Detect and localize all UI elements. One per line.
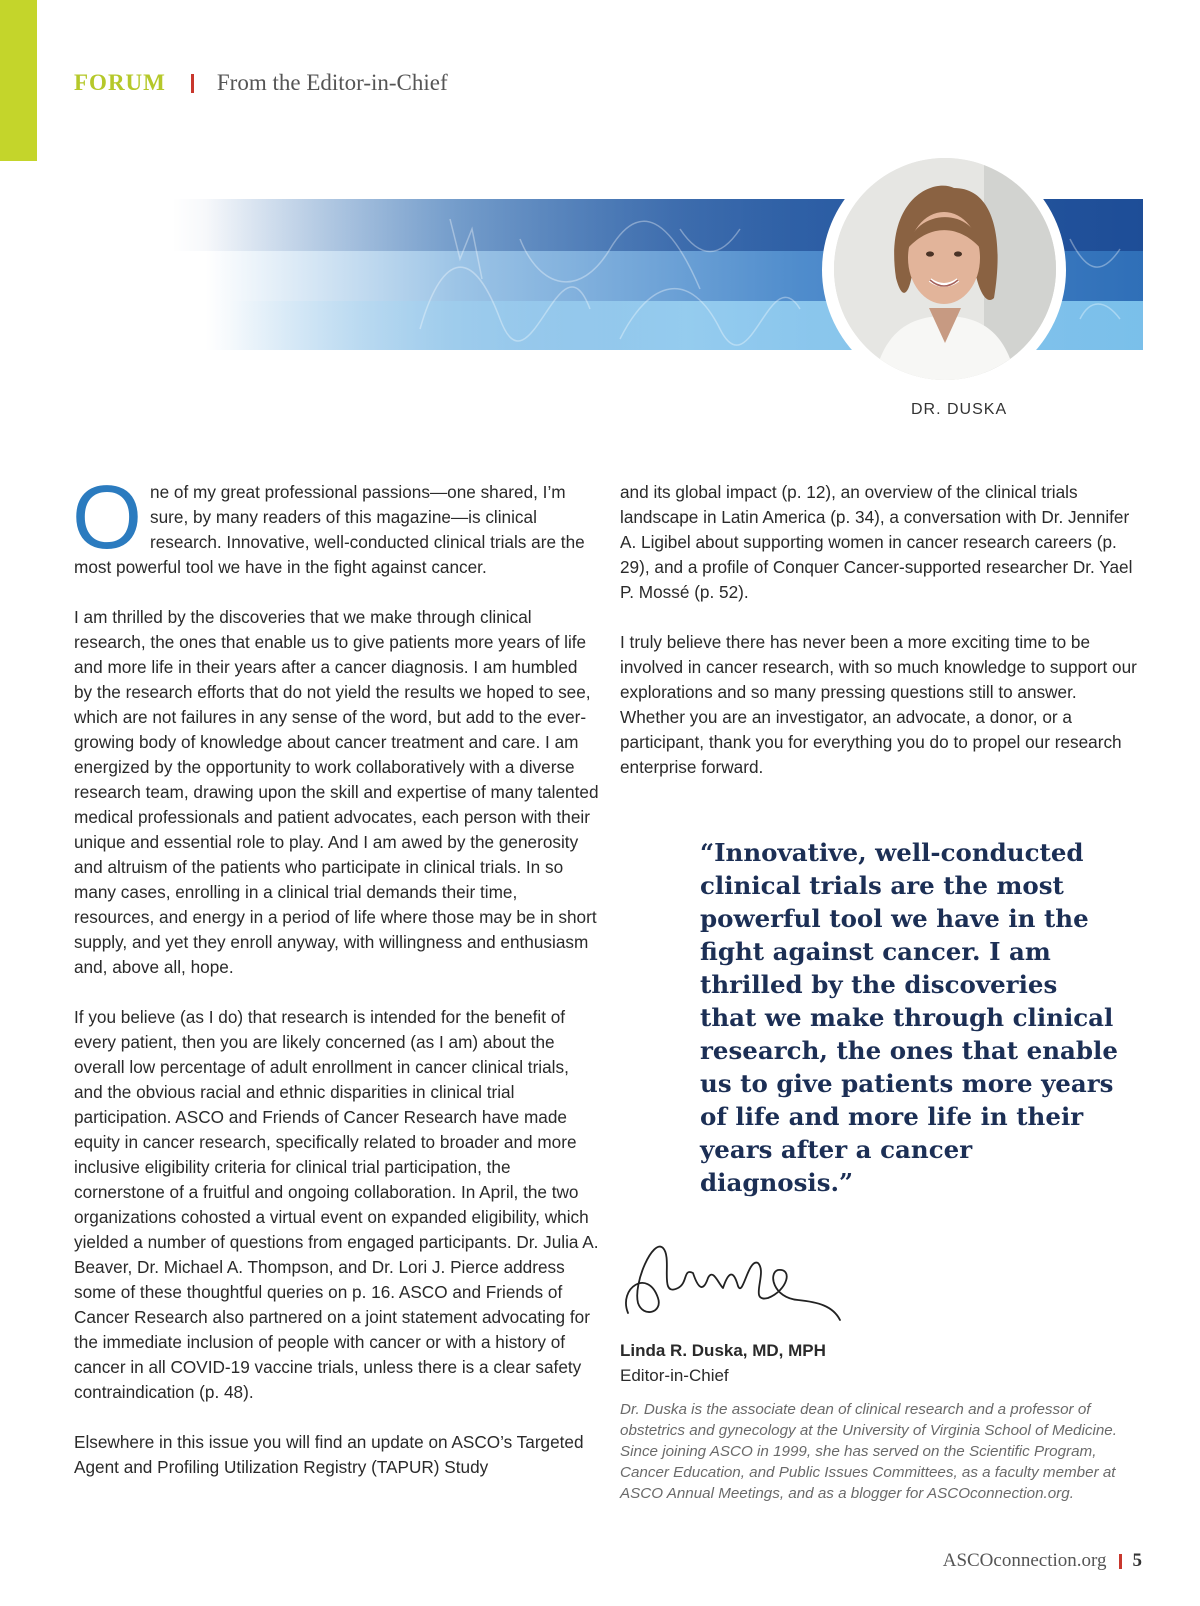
author-portrait	[834, 158, 1056, 380]
page-footer	[943, 1550, 1142, 1572]
accent-bar	[0, 0, 37, 161]
photo-caption: DR. DUSKA	[911, 401, 1008, 418]
header-divider	[191, 74, 194, 93]
article-column-left	[72, 468, 600, 1505]
pull-quote: “Innovative, well-conducted clinical trials are the most powerful tool we have in the fight against cancer. I am thrilled by the discoveries that we make through clinical research, the ones that enable us to give patients more years of life and more life in their years after a cancer diagnosis.”	[700, 838, 1118, 1197]
footer-site[interactable]: ASCOconnection.org	[942, 1550, 1107, 1571]
article-paragraph-5: and its global impact (p. 12), an overview of the clinical trials landscape in Latin America (p. 34), a conversation with Dr. Jennifer A. Ligibel about supporting women in cancer research careers (p. 29), and a profile of Conquer Cancer-supported researcher Dr. Yael P. Mossé (p. 52).	[620, 482, 1133, 602]
page-header	[74, 66, 448, 100]
author-title: Editor-in-Chief	[620, 1366, 729, 1385]
handwritten-signature	[618, 1228, 848, 1328]
section-label: FORUM	[74, 70, 166, 95]
paragraph-1-text: ne of my great professional passions—one shared, I’m sure, by many readers of this magazine—is clinical research. Innovative, well-conducted clinical trials are the most powerful tool we have in the fight against cancer.	[74, 482, 585, 577]
article-paragraph-6: I truly believe there has never been a more exciting time to be involved in cancer research, with so much knowledge to support our explorations and so many pressing questions still to answer. Whether you are an investigator, an advocate, a donor, or a participant, thank you for everything you do to propel our research enterprise forward.	[620, 632, 1137, 777]
author-bio: Dr. Duska is the associate dean of clinical research and a professor of obstetrics and gynecology at the University of Virginia School of Medicine. Since joining ASCO in 1999, she has served on the Scientific Program, Cancer Education, and Public Issues Committees, as a faculty member at ASCO Annual Meetings, and as a blogger for ASCOconnection.org.	[620, 1401, 1117, 1502]
article-paragraph-1	[72, 468, 600, 580]
article-paragraph-2: I am thrilled by the discoveries that we make through clinical research, the ones that enable us to give patients more years of life and more life in their years after a cancer diagnosis. I am humbled by the research efforts that do not yield the results we hoped to see, which are not failures in any sense of the word, but add to the ever-growing body of knowledge about cancer treatment and care. I am energized by the opportunity to work collaboratively with a diverse research team, drawing upon the skill and expertise of many talented medical professionals and patient advocates, each person with their unique and essential role to play. And I am awed by the generosity and altruism of the patients who participate in clinical trials. In so many cases, enrolling in a clinical trial demands their time, resources, and energy in a period of life where those may be in short supply, and yet they enroll anyway, with willingness and enthusiasm and, above all, hope.	[74, 607, 599, 977]
article-paragraph-4: Elsewhere in this issue you will find an update on ASCO’s Targeted Agent and Profiling Utilization Registry (TAPUR) Study	[74, 1432, 584, 1477]
section-subtitle: From the Editor-in-Chief	[216, 70, 448, 95]
article-column-right	[620, 480, 1140, 805]
author-name: Linda R. Duska, MD, MPH	[620, 1341, 826, 1360]
drop-cap: O	[72, 468, 143, 568]
footer-divider	[1119, 1554, 1122, 1569]
page-number: 5	[1132, 1550, 1142, 1571]
article-paragraph-3: If you believe (as I do) that research is intended for the benefit of every patient, then you are likely concerned (as I am) about the overall low percentage of adult enrollment in cancer clinical trials, and the obvious racial and ethnic disparities in clinical trial participation. ASCO and Friends of Cancer Research have made equity in cancer research, specifically related to broader and more inclusive eligibility criteria for clinical trial participation, the cornerstone of a fruitful and ongoing collaboration. In April, the two organizations cohosted a virtual event on expanded eligibility, which yielded a number of questions from engaged participants. Dr. Julia A. Beaver, Dr. Michael A. Thompson, and Dr. Lori J. Pierce address some of these thoughtful queries on p. 16. ASCO and Friends of Cancer Research also partnered on a joint statement advocating for the immediate inclusion of people with cancer or with a history of cancer in all COVID-19 vaccine trials, unless there is a clear safety contraindication (p. 48).	[74, 1007, 599, 1402]
